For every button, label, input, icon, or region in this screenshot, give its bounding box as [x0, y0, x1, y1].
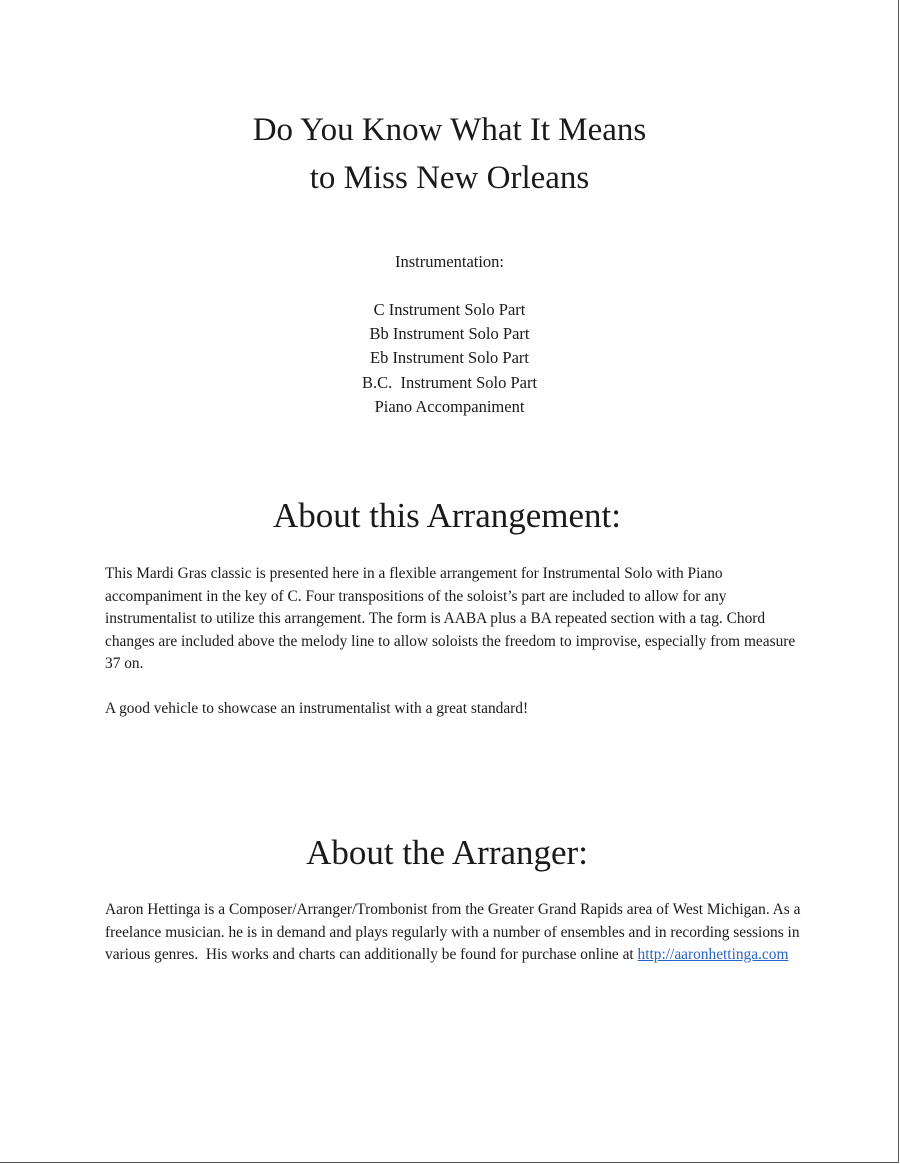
- arranger-website-link[interactable]: http://aaronhettinga.com: [637, 946, 789, 964]
- instrumentation-heading: Instrumentation:: [394, 252, 505, 271]
- about-arranger-heading: About the Arranger:: [306, 833, 588, 872]
- arranger-bio-text: Aaron Hettinga is a Composer/Arranger/Trombonist from the Greater Grand Rapids area of West Michigan. As a freelance musician. he is in demand and plays regularly with a number of ensembles and in recording sessions in various genres. His works and charts can additionally be found for purchase online at: [105, 901, 805, 964]
- about-arrangement-closing: A good vehicle to showcase an instrumentalist with a great standard!: [105, 700, 529, 717]
- instrumentation-item: C Instrument Solo Part: [373, 300, 526, 319]
- title-line-1: Do You Know What It Means: [252, 112, 647, 148]
- document-title: [0, 106, 899, 202]
- instrumentation-item: Piano Accompaniment: [374, 396, 525, 416]
- about-arrangement-paragraph: This Mardi Gras classic is presented here in a flexible arrangement for Instrumental Solo with Piano accompaniment in the key of C. Four transpositions of the soloist’s part are included to allow for any instrumentalist to utilize this arrangement. The form is AABA plus a BA repeated section with a tag. Chord changes are included above the melody line to allow soloists the freedom to improvise, especially from measure 37 on.: [105, 565, 796, 673]
- instrumentation-list: [0, 298, 899, 419]
- about-arranger-paragraph: [105, 899, 805, 967]
- instrumentation-item: Bb Instrument Solo Part: [369, 324, 530, 344]
- title-line-2: to Miss New Orleans: [309, 160, 590, 196]
- instrumentation-item: B.C. Instrument Solo Part: [361, 372, 538, 392]
- about-arrangement-heading: About this Arrangement:: [272, 496, 621, 535]
- instrumentation-item: Eb Instrument Solo Part: [369, 348, 530, 368]
